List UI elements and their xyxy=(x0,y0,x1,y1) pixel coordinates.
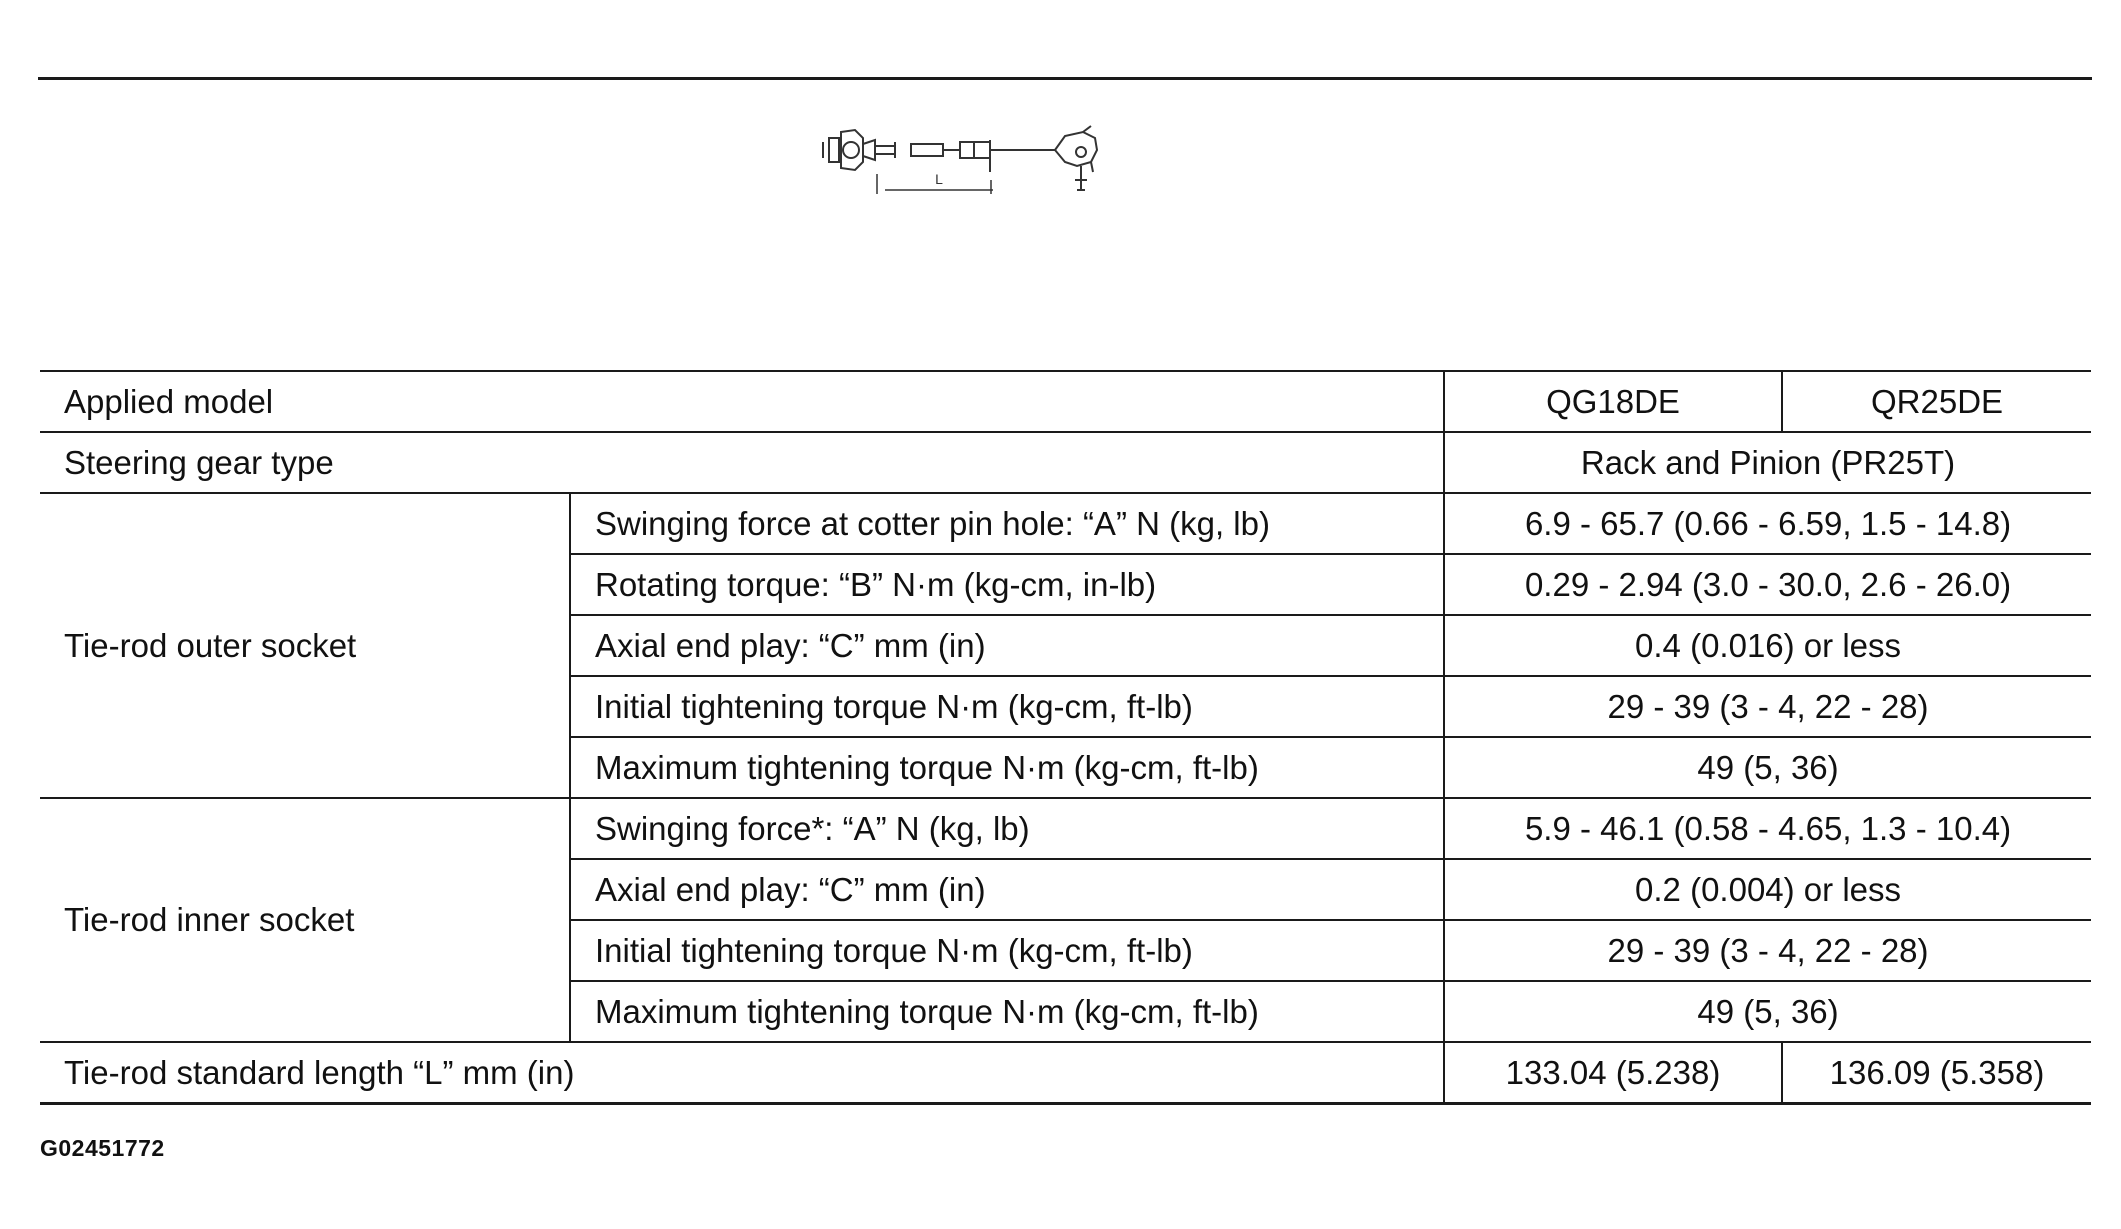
outer-socket-item: Initial tightening torque N·m (kg-cm, ft-lb) xyxy=(570,676,1444,737)
inner-socket-value: 29 - 39 (3 - 4, 22 - 28) xyxy=(1444,920,2091,981)
diagram-dimension-label: L xyxy=(935,171,943,187)
inner-socket-item: Initial tightening torque N·m (kg-cm, ft-lb) xyxy=(570,920,1444,981)
tie-rod-diagram xyxy=(815,122,1135,202)
standard-length-label: Tie-rod standard length “L” mm (in) xyxy=(40,1042,1444,1104)
outer-socket-value: 49 (5, 36) xyxy=(1444,737,2091,798)
steering-gear-value: Rack and Pinion (PR25T) xyxy=(1444,432,2091,493)
outer-socket-item: Axial end play: “C” mm (in) xyxy=(570,615,1444,676)
model-qr25de: QR25DE xyxy=(1782,371,2091,432)
table-row-steering-gear xyxy=(40,432,2091,493)
outer-socket-value: 0.4 (0.016) or less xyxy=(1444,615,2091,676)
table-row xyxy=(40,493,2091,554)
outer-socket-value: 29 - 39 (3 - 4, 22 - 28) xyxy=(1444,676,2091,737)
outer-socket-item: Swinging force at cotter pin hole: “A” N (kg, lb) xyxy=(570,493,1444,554)
inner-socket-value: 5.9 - 46.1 (0.58 - 4.65, 1.3 - 10.4) xyxy=(1444,798,2091,859)
outer-socket-item: Rotating torque: “B” N·m (kg-cm, in-lb) xyxy=(570,554,1444,615)
outer-socket-item: Maximum tightening torque N·m (kg-cm, ft-lb) xyxy=(570,737,1444,798)
table-row xyxy=(40,798,2091,859)
inner-socket-label: Tie-rod inner socket xyxy=(40,798,570,1042)
model-qg18de: QG18DE xyxy=(1444,371,1782,432)
figure-id: G02451772 xyxy=(40,1135,165,1161)
standard-length-qr25de: 136.09 (5.358) xyxy=(1782,1042,2091,1104)
outer-socket-value: 6.9 - 65.7 (0.66 - 6.59, 1.5 - 14.8) xyxy=(1444,493,2091,554)
outer-socket-value: 0.29 - 2.94 (3.0 - 30.0, 2.6 - 26.0) xyxy=(1444,554,2091,615)
steering-gear-label: Steering gear type xyxy=(40,432,1444,493)
table-row-standard-length xyxy=(40,1042,2091,1104)
inner-socket-value: 49 (5, 36) xyxy=(1444,981,2091,1042)
inner-socket-item: Axial end play: “C” mm (in) xyxy=(570,859,1444,920)
applied-model-label: Applied model xyxy=(40,371,1444,432)
inner-socket-item: Swinging force*: “A” N (kg, lb) xyxy=(570,798,1444,859)
inner-socket-item: Maximum tightening torque N·m (kg-cm, ft-lb) xyxy=(570,981,1444,1042)
tie-rod-spec-table xyxy=(40,370,2091,1105)
outer-socket-label: Tie-rod outer socket xyxy=(40,493,570,798)
table-row-applied-model xyxy=(40,371,2091,432)
top-rule xyxy=(38,77,2092,80)
standard-length-qg18de: 133.04 (5.238) xyxy=(1444,1042,1782,1104)
inner-socket-value: 0.2 (0.004) or less xyxy=(1444,859,2091,920)
